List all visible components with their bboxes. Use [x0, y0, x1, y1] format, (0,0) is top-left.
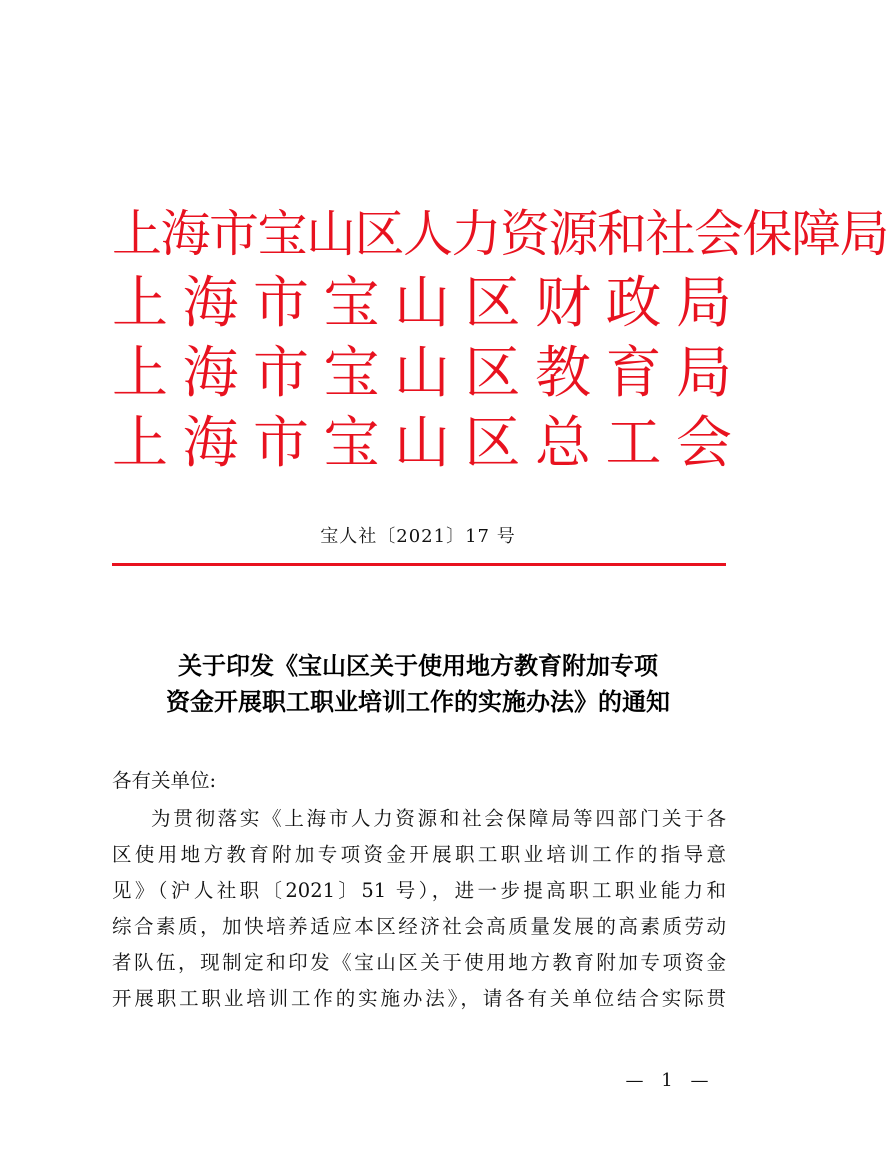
issuer-character: 宝: [323, 411, 380, 476]
issuer-finance-bureau: [112, 271, 732, 344]
issuer-character: 宝: [323, 341, 380, 406]
salutation: 各有关单位:: [112, 769, 217, 792]
issuer-character: 市: [253, 341, 309, 406]
issuer-character: 工: [605, 411, 662, 476]
issuer-character: 山: [394, 341, 450, 406]
issuer-character: 市: [253, 271, 309, 336]
issuer-character: 区: [464, 271, 521, 336]
title-line: 资金开展职工职业培训工作的实施办法》的通知: [166, 687, 670, 716]
issuing-authorities: [112, 204, 888, 484]
body-line: 见》（沪人社职〔2021〕51 号），进一步提高职工职业能力和: [112, 879, 726, 902]
issuer-character: 局: [676, 271, 732, 336]
title-line: 关于印发《宝山区关于使用地方教育附加专项: [178, 651, 658, 680]
issuer-character: 区: [464, 341, 521, 406]
issuer-character: 教: [535, 341, 591, 406]
body-line: 开展职工职业培训工作的实施办法》，请各有关单位结合实际贯: [112, 987, 726, 1010]
issuer-character: 育: [605, 341, 662, 406]
issuer-hr-bureau: 上海市宝山区人力资源和社会保障局: [112, 205, 888, 263]
body-line: 综合素质，加快培养适应本区经济社会高质量发展的高素质劳动: [112, 915, 726, 938]
body-paragraph: [112, 801, 726, 1017]
red-separator-line: [112, 563, 726, 566]
issuer-character: 区: [464, 411, 521, 476]
issuer-character: 上: [112, 411, 168, 476]
issuer-character: 政: [605, 271, 662, 336]
issuer-character: 海: [182, 411, 239, 476]
issuer-character: 上: [112, 271, 168, 336]
issuer-character: 上: [112, 341, 168, 406]
issuer-character: 市: [253, 411, 309, 476]
issuer-character: 财: [535, 271, 591, 336]
issuer-character: 会: [676, 411, 732, 476]
issuer-character: 局: [676, 341, 732, 406]
page-number: — 1 —: [625, 1070, 715, 1091]
issuer-education-bureau: [112, 341, 732, 414]
issuer-character: 总: [535, 411, 591, 476]
document-title: [100, 648, 736, 720]
body-line: 区使用地方教育附加专项资金开展职工职业培训工作的指导意: [112, 843, 726, 866]
issuer-character: 山: [394, 271, 450, 336]
issuer-character: 宝: [323, 271, 380, 336]
issuer-trade-union: [112, 411, 732, 484]
body-line: 者队伍，现制定和印发《宝山区关于使用地方教育附加专项资金: [112, 951, 726, 974]
issuer-character: 山: [394, 411, 450, 476]
body-line: 为贯彻落实《上海市人力资源和社会保障局等四部门关于各: [151, 807, 726, 830]
issuer-character: 海: [182, 341, 239, 406]
issuer-character: 海: [182, 271, 239, 336]
document-number: 宝人社〔2021〕17 号: [320, 526, 516, 547]
